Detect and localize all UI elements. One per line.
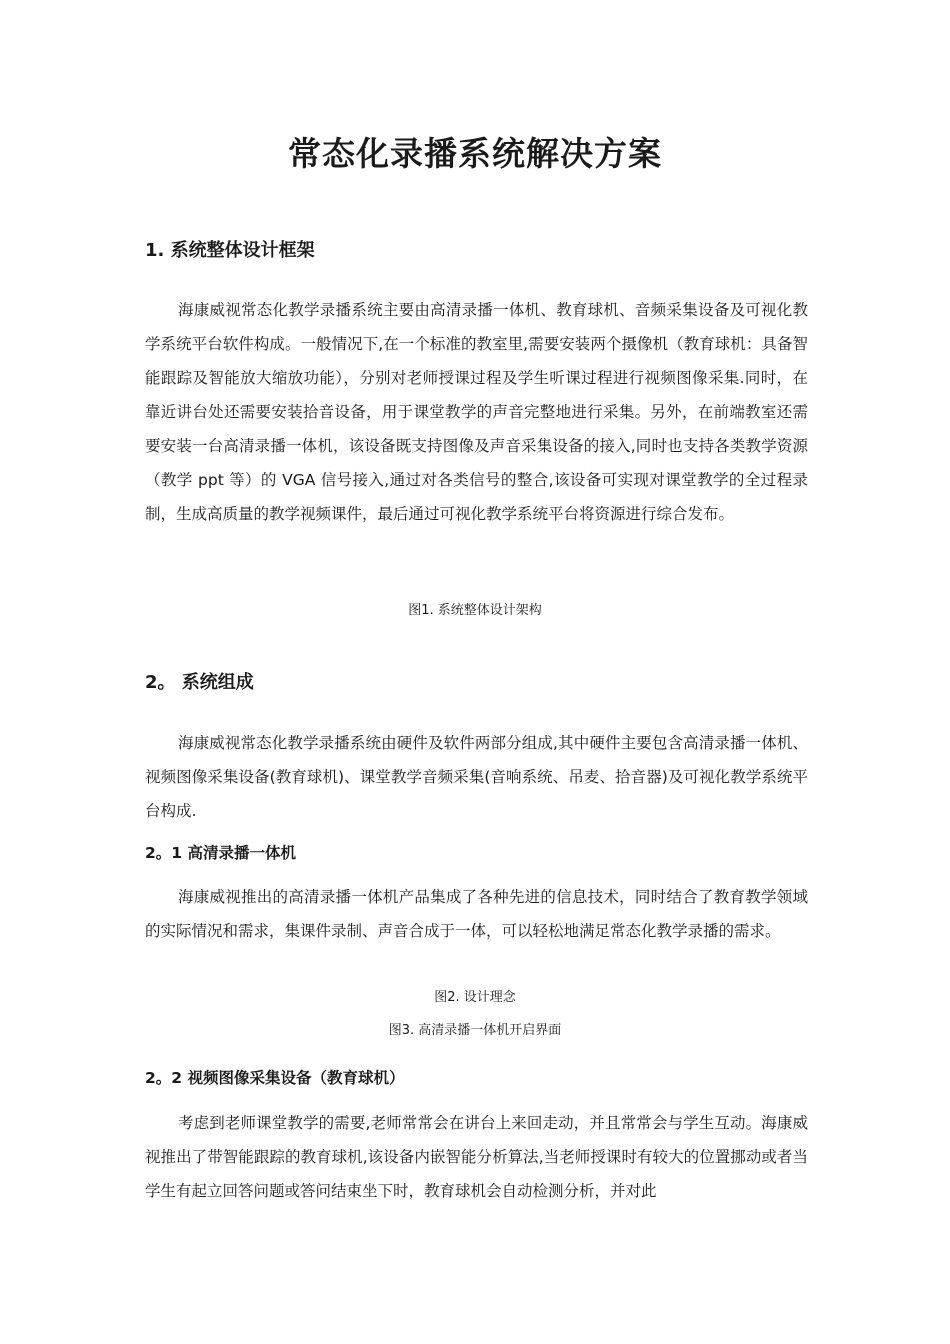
figure-3-caption: 图3. 高清录播一体机开启界面 [388, 1023, 562, 1038]
section-2-paragraph: 海康威视常态化教学录播系统由硬件及软件两部分组成,其中硬件主要包含高清录播一体机、视频图像采集设备(教育球机)、课堂教学音频采集(音响系统、吊麦、拾音器)及可视化教学系统平台构成. [145, 734, 808, 820]
figure-1-caption: 图1. 系统整体设计架构 [408, 603, 542, 618]
section-2-heading: 2。 系统组成 [145, 672, 254, 693]
section-1-paragraph: 海康威视常态化教学录播系统主要由高清录播一体机、教育球机、音频采集设备及可视化教学系统平台软件构成。一般情况下,在一个标准的教室里,需要安装两个摄像机（教育球机：具备智能跟踪及智能放大缩放功能），分别对老师授课过程及学生听课过程进行视频图像采集.同时，在靠近讲台处还需要安装拾音设备，用于课堂教学的声音完整地进行采集。另外，在前端教室还需要安装一台高清录播一体机，该设备既支持图像及声音采集设备的接入,同时也支持各类教学资源（教学 ppt 等）的 VGA 信号接入,通过对各类信号的整合,该设备可实现对课堂教学的全过程录制，生成高质量的教学视频课件，最后通过可视化教学系统平台将资源进行综合发布。 [145, 301, 808, 523]
subsection-2-2-paragraph: 考虑到老师课堂教学的需要,老师常常会在讲台上来回走动，并且常常会与学生互动。海康威视推出了带智能跟踪的教育球机,该设备内嵌智能分析算法,当老师授课时有较大的位置挪动或者当学生有起立回答问题或答问结束坐下时，教育球机会自动检测分析，并对此 [145, 1114, 808, 1200]
subsection-2-1-heading: 2。1 高清录播一体机 [145, 844, 296, 862]
subsection-2-2-heading: 2。2 视频图像采集设备（教育球机） [145, 1069, 405, 1087]
figure-2-caption: 图2. 设计理念 [434, 990, 516, 1005]
section-1-heading: 1. 系统整体设计框架 [145, 240, 315, 261]
subsection-2-1-paragraph: 海康威视推出的高清录播一体机产品集成了各种先进的信息技术，同时结合了教育教学领域的实际情况和需求，集课件录制、声音合成于一体，可以轻松地满足常态化教学录播的需求。 [145, 888, 808, 940]
document-title: 常态化录播系统解决方案 [288, 134, 662, 173]
